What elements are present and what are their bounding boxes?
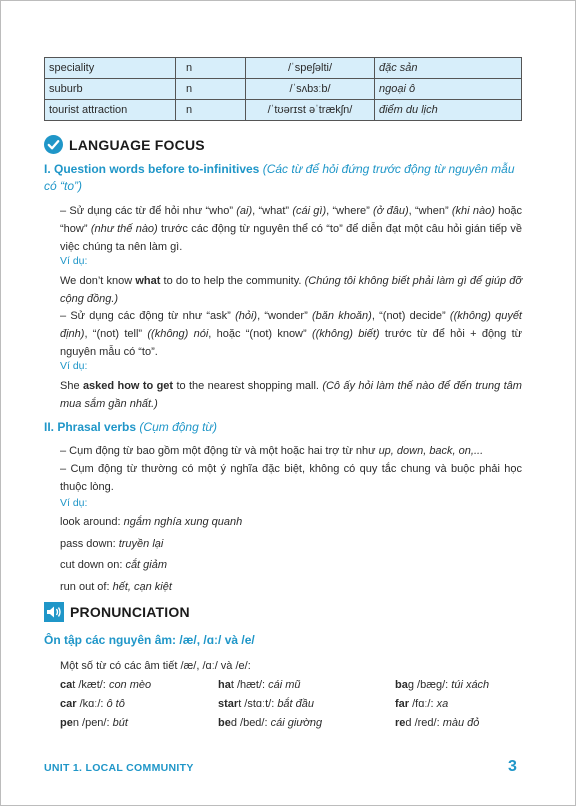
text: pe (60, 717, 73, 729)
text: ô tô (106, 698, 125, 710)
text: /fɑː/: (409, 698, 437, 710)
text: /kɑː/: (76, 698, 107, 710)
section-2-heading (44, 420, 217, 434)
section-1-paragraph-2 (60, 307, 522, 361)
section-1-title: I. Question words before to-infinitives (44, 162, 260, 176)
text: – Cụm động từ bao gồm một động từ và một hoặc hai trợ từ như (60, 445, 379, 457)
pronunciation-word (218, 698, 314, 710)
text: t /hæt/: (230, 679, 269, 691)
vocab-ipa: /ˈtʊərɪst əˈtrækʃn/ (246, 100, 375, 121)
text: túi xách (451, 679, 490, 691)
phrasal-verb-list (60, 512, 242, 598)
section-2-paragraph-1 (60, 442, 522, 460)
text: t /kæt/: (72, 679, 109, 691)
text: trước các động từ nguyên thể có “to” để diễn đạt một câu hỏi gián tiếp về việc chúng ta nên làm gì. (60, 223, 523, 253)
list-item (60, 534, 242, 556)
text: , hoặc “(not) know” (208, 328, 312, 340)
example-label: Ví dụ: (60, 360, 88, 372)
pronunciation-word (60, 698, 125, 710)
text: màu đỏ (442, 717, 480, 729)
text: She (60, 380, 83, 392)
vocab-ipa: /ˈsʌbɜːb/ (246, 79, 375, 100)
text: what (135, 275, 161, 287)
text: be (218, 717, 231, 729)
text: cắt giảm (125, 559, 168, 571)
text: ((không) biết) (311, 328, 380, 340)
pronunciation-word (60, 717, 128, 729)
text: We don’t know (60, 275, 136, 287)
vocab-pos: n (176, 79, 246, 100)
text: star (218, 698, 239, 710)
pronunciation-word (218, 717, 322, 729)
text: g /bæg/: (407, 679, 452, 691)
pronunciation-word (395, 698, 448, 710)
example-label: Ví dụ: (60, 497, 88, 509)
text: (băn khoăn) (311, 310, 372, 322)
text: truyền lại (118, 537, 164, 550)
text: run out of: (60, 580, 113, 593)
text: bút (112, 717, 128, 729)
text: re (395, 717, 406, 729)
language-focus-title: LANGUAGE FOCUS (69, 136, 205, 153)
text: d /bed/: (230, 717, 271, 729)
text: , “what” (252, 205, 293, 217)
text: look around: (60, 516, 124, 528)
footer-unit-title: UNIT 1. LOCAL COMMUNITY (44, 762, 194, 774)
language-focus-header (44, 135, 205, 154)
text: up, down, back, on,... (378, 445, 484, 457)
text: ((không) nói (147, 328, 209, 340)
text: ca (60, 679, 73, 691)
table-row (45, 79, 522, 100)
vocab-meaning: đặc sản (375, 58, 522, 79)
text: (ai) (236, 205, 253, 217)
text: hết, cạn kiệt (112, 580, 172, 593)
list-item (60, 555, 242, 577)
text: trước từ để hỏi + động từ nguyên mẫu có “to”. (60, 328, 522, 358)
vocab-word: speciality (45, 58, 176, 79)
section-1-title-vi: (Các từ để hỏi đứng trước động từ nguyên mẫu có “to”) (44, 162, 515, 193)
pronunciation-word (395, 717, 479, 729)
section-2-paragraph-2: – Cụm động từ thường có một ý nghĩa đặc biệt, không có quy tắc chung và buộc phải học thuộc lòng. (60, 463, 522, 493)
vocabulary-table (44, 57, 522, 121)
text: – Sử dụng các động từ như “ask” (60, 310, 236, 322)
checkmark-icon (44, 135, 63, 154)
text: , “(not) decide” (371, 310, 450, 322)
vocab-ipa: /ˈspeʃəlti/ (246, 58, 375, 79)
text: cái mũ (268, 679, 301, 691)
text: to the nearest shopping mall. (173, 380, 323, 392)
text: to do to help the community. (160, 275, 305, 287)
pronunciation-intro: Một số từ có các âm tiết /æ/, /ɑː/ và /e/: (60, 660, 251, 672)
text: xa (436, 698, 449, 710)
example-1 (60, 272, 522, 308)
section-2-title-vi: (Cụm động từ) (139, 420, 218, 434)
list-item (60, 512, 242, 534)
text: cut down on: (60, 559, 126, 571)
vocab-word: suburb (45, 79, 176, 100)
pronunciation-word (60, 679, 151, 691)
table-row (45, 58, 522, 79)
text: , “wonder” (257, 310, 312, 322)
text: , “(not) tell” (84, 328, 148, 340)
pronunciation-subheading: Ôn tập các nguyên âm: /æ/, /ɑː/ và /e/ (44, 633, 255, 647)
text: d /red/: (405, 717, 443, 729)
text: hoặc “how” (60, 205, 523, 235)
speaker-icon (44, 602, 64, 622)
text: – Sử dụng các từ để hỏi như “who” (60, 205, 237, 217)
vocab-word: tourist attraction (45, 100, 176, 121)
text: bắt đầu (277, 698, 315, 710)
vocab-meaning: ngoại ô (375, 79, 522, 100)
text: (Cô ấy hỏi làm thế nào để đến trung tâm mua sắm gần nhất.) (60, 380, 522, 410)
text: (ở đâu) (373, 205, 409, 217)
pronunciation-title: PRONUNCIATION (70, 604, 190, 620)
text: (hỏi) (235, 310, 258, 322)
text: n /pen/: (72, 717, 113, 729)
text: (như thế nào) (90, 223, 158, 235)
text: pass down: (60, 537, 119, 550)
vocab-meaning: điểm du lịch (375, 100, 522, 121)
pronunciation-word (218, 679, 301, 691)
text: ((không) quyết định) (60, 310, 522, 340)
section-1-heading (44, 161, 522, 195)
text: con mèo (108, 679, 152, 691)
text: ba (395, 679, 408, 691)
pronunciation-header (44, 602, 190, 622)
text: ngắm nghía xung quanh (123, 516, 243, 528)
section-1-paragraph-1 (60, 202, 522, 256)
text: ha (218, 679, 231, 691)
list-item (60, 577, 242, 599)
example-2 (60, 377, 522, 413)
text: , “where” (326, 205, 374, 217)
table-row (45, 100, 522, 121)
pronunciation-word (395, 679, 489, 691)
text: cái giường (270, 717, 323, 729)
text: , “when” (408, 205, 452, 217)
vocab-pos: n (176, 100, 246, 121)
text: (Chúng tôi không biết phải làm gì để giúp đỡ cộng đồng.) (60, 275, 522, 305)
vocab-pos: n (176, 58, 246, 79)
text: t /stɑːt/: (238, 698, 278, 710)
text: asked how to get (82, 380, 174, 392)
page-number: 3 (508, 758, 517, 775)
text: (cái gì) (292, 205, 327, 217)
text: far (395, 698, 410, 710)
section-2-title: II. Phrasal verbs (44, 420, 137, 434)
text: (khi nào) (451, 205, 495, 217)
text: car (60, 698, 77, 710)
example-label: Ví dụ: (60, 255, 88, 267)
